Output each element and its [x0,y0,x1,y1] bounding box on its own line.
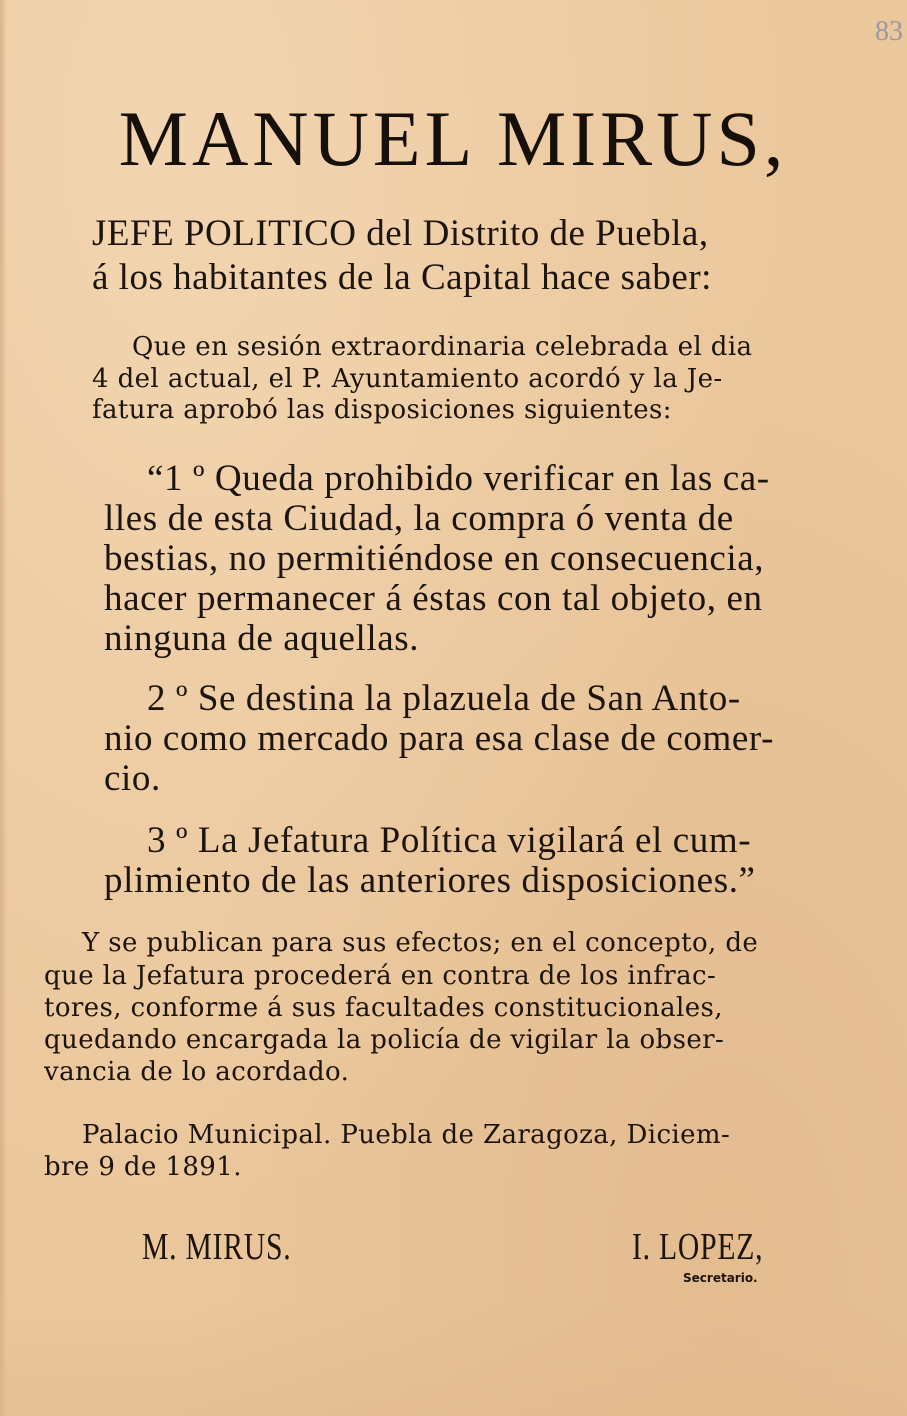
closing-line-4: quedando encargada la policía de vigilar la obser- [44,1025,725,1055]
article-1-line-3: bestias, no permitiéndose en consecuencia, [104,538,765,579]
article-3-line-2: plimiento de las anteriores disposiciones.” [104,860,756,901]
subtitle-line-1: JEFE POLITICO del Distrito de Puebla, [92,213,709,254]
closing-line-1: Y se publican para sus efectos; en el concepto, de [82,928,759,958]
folio-number: 83 [875,16,903,47]
subtitle-line-2: á los habitantes de la Capital hace saber: [92,257,712,298]
signature-mirus: M. MIRUS. [142,1226,292,1268]
article-2-line-1: 2 º Se destina la plazuela de San Anto- [147,678,741,719]
signature-lopez: I. LOPEZ, [632,1226,764,1268]
article-1-line-2: lles de esta Ciudad, la compra ó venta de [104,498,734,539]
paper-edge [0,0,7,1416]
signature-role: Secretario. [683,1271,758,1285]
article-1-line-1: “1 º Queda prohibido verificar en las ca- [147,458,770,499]
article-1-line-5: ninguna de aquellas. [104,618,420,659]
intro-line-1: Que en sesión extraordinaria celebrada el dia [132,332,753,362]
notice-title: MANUEL MIRUS, [118,95,788,182]
article-1-line-4: hacer permanecer á éstas con tal objeto, en [104,578,763,619]
place-date-line-1: Palacio Municipal. Puebla de Zaragoza, Diciem- [82,1120,731,1150]
intro-line-3: fatura aprobó las disposiciones siguientes: [92,395,672,425]
closing-line-2: que la Jefatura procederá en contra de los infrac- [44,961,717,991]
paper-shading [0,1300,907,1416]
place-date-line-2: bre 9 de 1891. [44,1152,242,1182]
article-2-line-2: nio como mercado para esa clase de comer- [104,718,775,759]
closing-line-5: vancia de lo acordado. [44,1057,350,1087]
intro-line-2: 4 del actual, el P. Ayuntamiento acordó y la Je- [92,364,723,394]
article-2-line-3: cio. [104,758,161,799]
article-3-line-1: 3 º La Jefatura Política vigilará el cum- [147,820,752,861]
closing-line-3: tores, conforme á sus facultades constitucionales, [44,993,723,1023]
